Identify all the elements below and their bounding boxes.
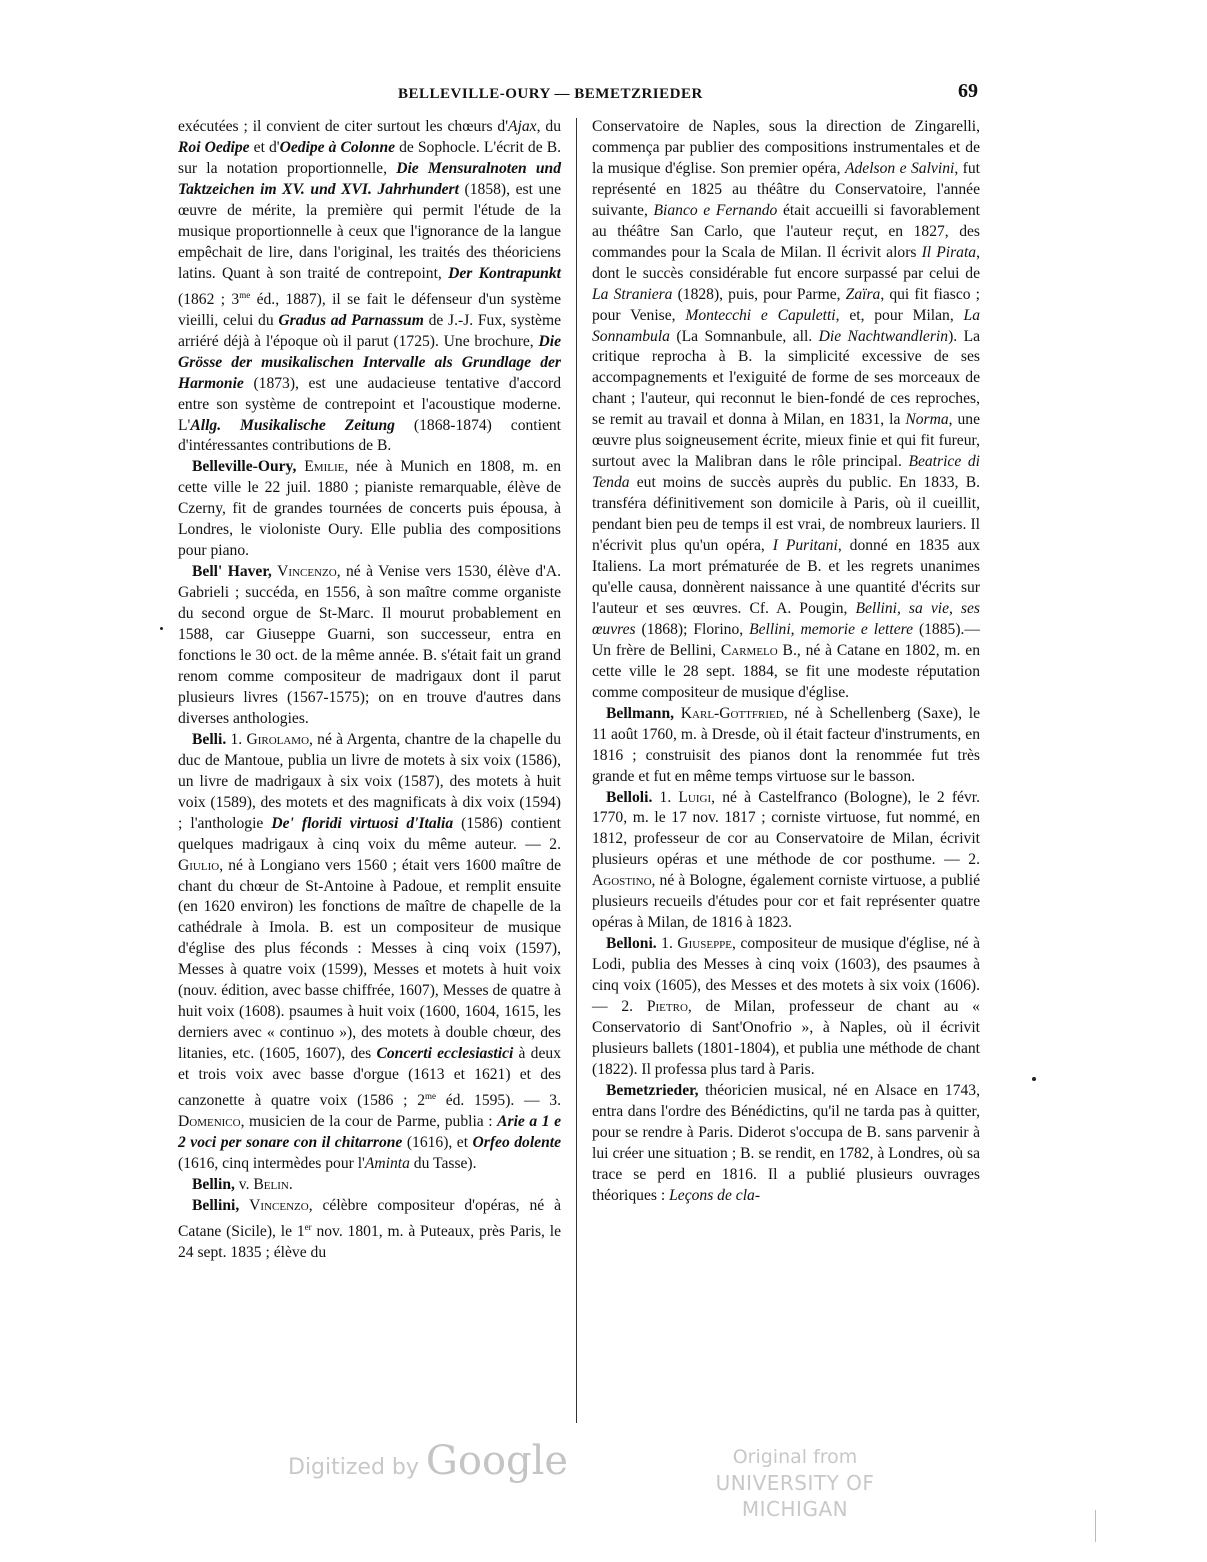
paragraph: Bellin, v. Belin. xyxy=(192,1176,293,1194)
left-column xyxy=(178,117,561,1264)
digitized-prefix: Digitized by xyxy=(288,1455,419,1480)
right-column xyxy=(592,117,980,1207)
paragraph: Belloli. 1. Luigi, né à Castelfranco (Bologne), le 2 févr. 1770, m. le 17 nov. 1817 ; corniste virtuose, fut nommé, en 1812, professeur de cor au Conservatoire de Milan, écrivit plusieurs opéras et une méthode de cor posthume. — 2. Agostino, né à Bologne, également corniste virtuose, a publié plusieurs recueils d'études pour cor et fait représenter quatre opéras à Milan, de 1816 à 1823. xyxy=(592,788,980,932)
page-header xyxy=(180,80,980,110)
digitized-by-watermark xyxy=(288,1438,568,1484)
paragraph: Bellini, Vincenzo, célèbre compositeur d'opéras, né à Catane (Sicile), le 1er nov. 1801, m. à Puteaux, près Paris, le 24 sept. 1835 ; élève du xyxy=(178,1196,561,1262)
column-divider xyxy=(576,118,577,1423)
stray-mark xyxy=(1032,1077,1036,1081)
original-from-watermark xyxy=(660,1444,930,1522)
paragraph: Bemetzrieder, théoricien musical, né en Alsace en 1743, entra dans l'ordre des Bénédictins, qu'il ne tarda pas à quitter, pour se rendre à Paris. Diderot s'occupa de B. sans parvenir à lui créer une situation ; B. se rendit, en 1782, à Londres, où sa trace se perd en 1816. Il a publié plusieurs ouvrages théoriques : Leçons de cla- xyxy=(592,1081,980,1204)
running-title: BELLEVILLE-OURY — BEMETZRIEDER xyxy=(398,86,703,102)
paragraph: Belleville-Oury, Emilie, née à Munich en 1808, m. en cette ville le 22 juil. 1880 ; pianiste remarquable, élève de Czerny, fit de grandes tournées de concerts puis épousa, à Londres, le violoniste Oury. Elle publia des compositions pour piano. xyxy=(178,458,562,560)
paragraph: Conservatoire de Naples, sous la direction de Zingarelli, commença par publier des compositions instrumentales et de la musique d'église. Son premier opéra, Adelson e Salvini, fut représenté en 1825 au théâtre du Conservatoire, l'année suivante, Bianco e Fernando était accueilli si favorablement au théâtre San Carlo, que l'auteur reçut, en 1827, des commandes pour la Scala de Milan. Il écrivit alors Il Pirata, dont le succès considérable fut encore surpassé par celui de La Straniera (1828), puis, pour Parme, Zaïra, qui fit fiasco ; pour Venise, Montecchi e Capuletti, et, pour Milan, La Sonnambula (La Somnanbule, all. Die Nachtwandlerin). La critique reprocha à B. la simplicité excessive de ses accompagnements et l'exiguité de forme de ses morceaux de chant ; l'auteur, qui reconnut le bien-fondé de ces reproches, se remit au travail et donna à Milan, en 1831, la Norma, une œuvre plus soigneusement écrite, mieux finie et qui fit fureur, surtout avec la Malibran dans le rôle principal. Beatrice di Tenda eut moins de succès auprès du public. En 1833, B. transféra définitivement son domicile à Paris, où il cueillit, pendant bien peu de temps il est vrai, de nombreux lauriers. Il n'écrivit plus qu'un opéra, I Puritani, donné en 1835 aux Italiens. La mort prématurée de B. et les regrets unanimes qu'elle causa, donnèrent naissance à une quantité d'écrits sur l'auteur et ses œuvres. Cf. A. Pougin, Bellini, sa vie, ses œuvres (1868); Florino, Bellini, memorie e lettere (1885).— Un frère de Bellini, Carmelo B., né à Catane en 1802, m. en cette ville le 28 sept. 1884, se fit une modeste réputation comme compositeur de musique d'église. xyxy=(592,118,981,701)
margin-tick xyxy=(1095,1510,1096,1542)
university-line: UNIVERSITY OF MICHIGAN xyxy=(715,1471,875,1521)
paragraph: Belloni. 1. Giuseppe, compositeur de musique d'église, né à Lodi, publia des Messes à cinq voix (1603), des psaumes à cinq voix (1605), des Messes et des motets à six voix (1606). — 2. Pietro, de Milan, professeur de chant au « Conservatorio di Sant'Onofrio », à Naples, où il écrivit plusieurs ballets (1801-1804), et publia une méthode de chant (1822). Il professa plus tard à Paris. xyxy=(592,935,980,1078)
paragraph: exécutées ; il convient de citer surtout les chœurs d'Ajax, du Roi Oedipe et d'Oedipe à Colonne de Sophocle. L'écrit de B. sur la notation proportionnelle, Die Mensuralnoten und Taktzeichen im XV. und XVI. Jahrhundert (1858), est une œuvre de mérite, la première qui permit l'étude de la musique proportionnelle à ceux que l'ignorance de la langue empêchait de lire, dans l'original, les traités des théoriciens latins. Quant à son traité de contrepoint, Der Kontrapunkt (1862 ; $3^{me}$ éd., 1887), il se fait le défenseur d'un système vieilli, celui du Gradus ad Parnassum de J.-J. Fux, système arriéré déjà à l'époque où il parut (1725). Une brochure, Die Grösse der musikalischen Intervalle als Grundlage der Harmonie (1873), est une audacieuse tentative d'accord entre son système de contrepoint et l'acoustique moderne. L'Allg. Musikalische Zeitung (1868-1874) contient d'intéressantes contributions de B. xyxy=(178,118,562,455)
paragraph: Bellmann, Karl-Gottfried, né à Schellenberg (Saxe), le 11 août 1760, m. à Dresde, où il était facteur d'instruments, en 1816 ; construisit des pianos dont la renommée fut très grande et fut en même temps virtuose sur le basson. xyxy=(592,704,980,785)
paragraph: Bell' Haver, Vincenzo, né à Venise vers 1530, élève d'A. Gabrieli ; succéda, en 1556, à son maître comme organiste du second orgue de St-Marc. Il mourut probablement en 1588, car Giuseppe Guarni, son successeur, entra en fonctions le 30 oct. de la même année. B. s'était fait un grand renom comme compositeur de madrigaux dont il parut plusieurs livres (1567-1575); on en trouve d'autres dans diverses anthologies. xyxy=(178,563,562,727)
paragraph: Belli. 1. Girolamo, né à Argenta, chantre de la chapelle du duc de Mantoue, publia un livre de motets à six voix (1586), un livre de madrigaux à six voix (1587), des motets à huit voix (1589), des motets et des magnificats à dix voix (1594) ; l'anthologie De' floridi virtuosi d'Italia (1586) contient quelques madrigaux à cinq voix du même auteur. — 2. Giulio, né à Longiano vers 1560 ; était vers 1600 maître de chant du chœur de St-Antoine à Padoue, et remplit ensuite (en 1620 environ) les fonctions de maître de chapelle de la cathédrale à Imola. B. est un compositeur de musique d'église des plus féconds : Messes à cinq voix (1597), Messes à quatre voix (1599), Messes et motets à huit voix (nouv. édition, avec basse chiffrée, 1607), Messes de quatre à huit voix (1608). psaumes à huit voix (1600, 1604, 1615, les derniers avec « continuo »), des motets à double chœur, des litanies, etc. (1605, 1607), des Concerti ecclesiastici à deux et trois voix avec basse d'orgue (1613 et 1621) et des canzonette à quatre voix (1586 ; $2^{me}$ éd. 1595). — 3. Domenico, musicien de la cour de Parme, publia : Arie a 1 e 2 voci per sonare con il chitarrone (1616), et Orfeo dolente (1616, cinq intermèdes pour l'Aminta du Tasse). xyxy=(178,730,562,1173)
original-from-line: Original from xyxy=(732,1446,858,1468)
page-number: 69 xyxy=(958,80,978,102)
stray-mark xyxy=(160,627,163,630)
google-logo: Google xyxy=(425,1438,569,1484)
